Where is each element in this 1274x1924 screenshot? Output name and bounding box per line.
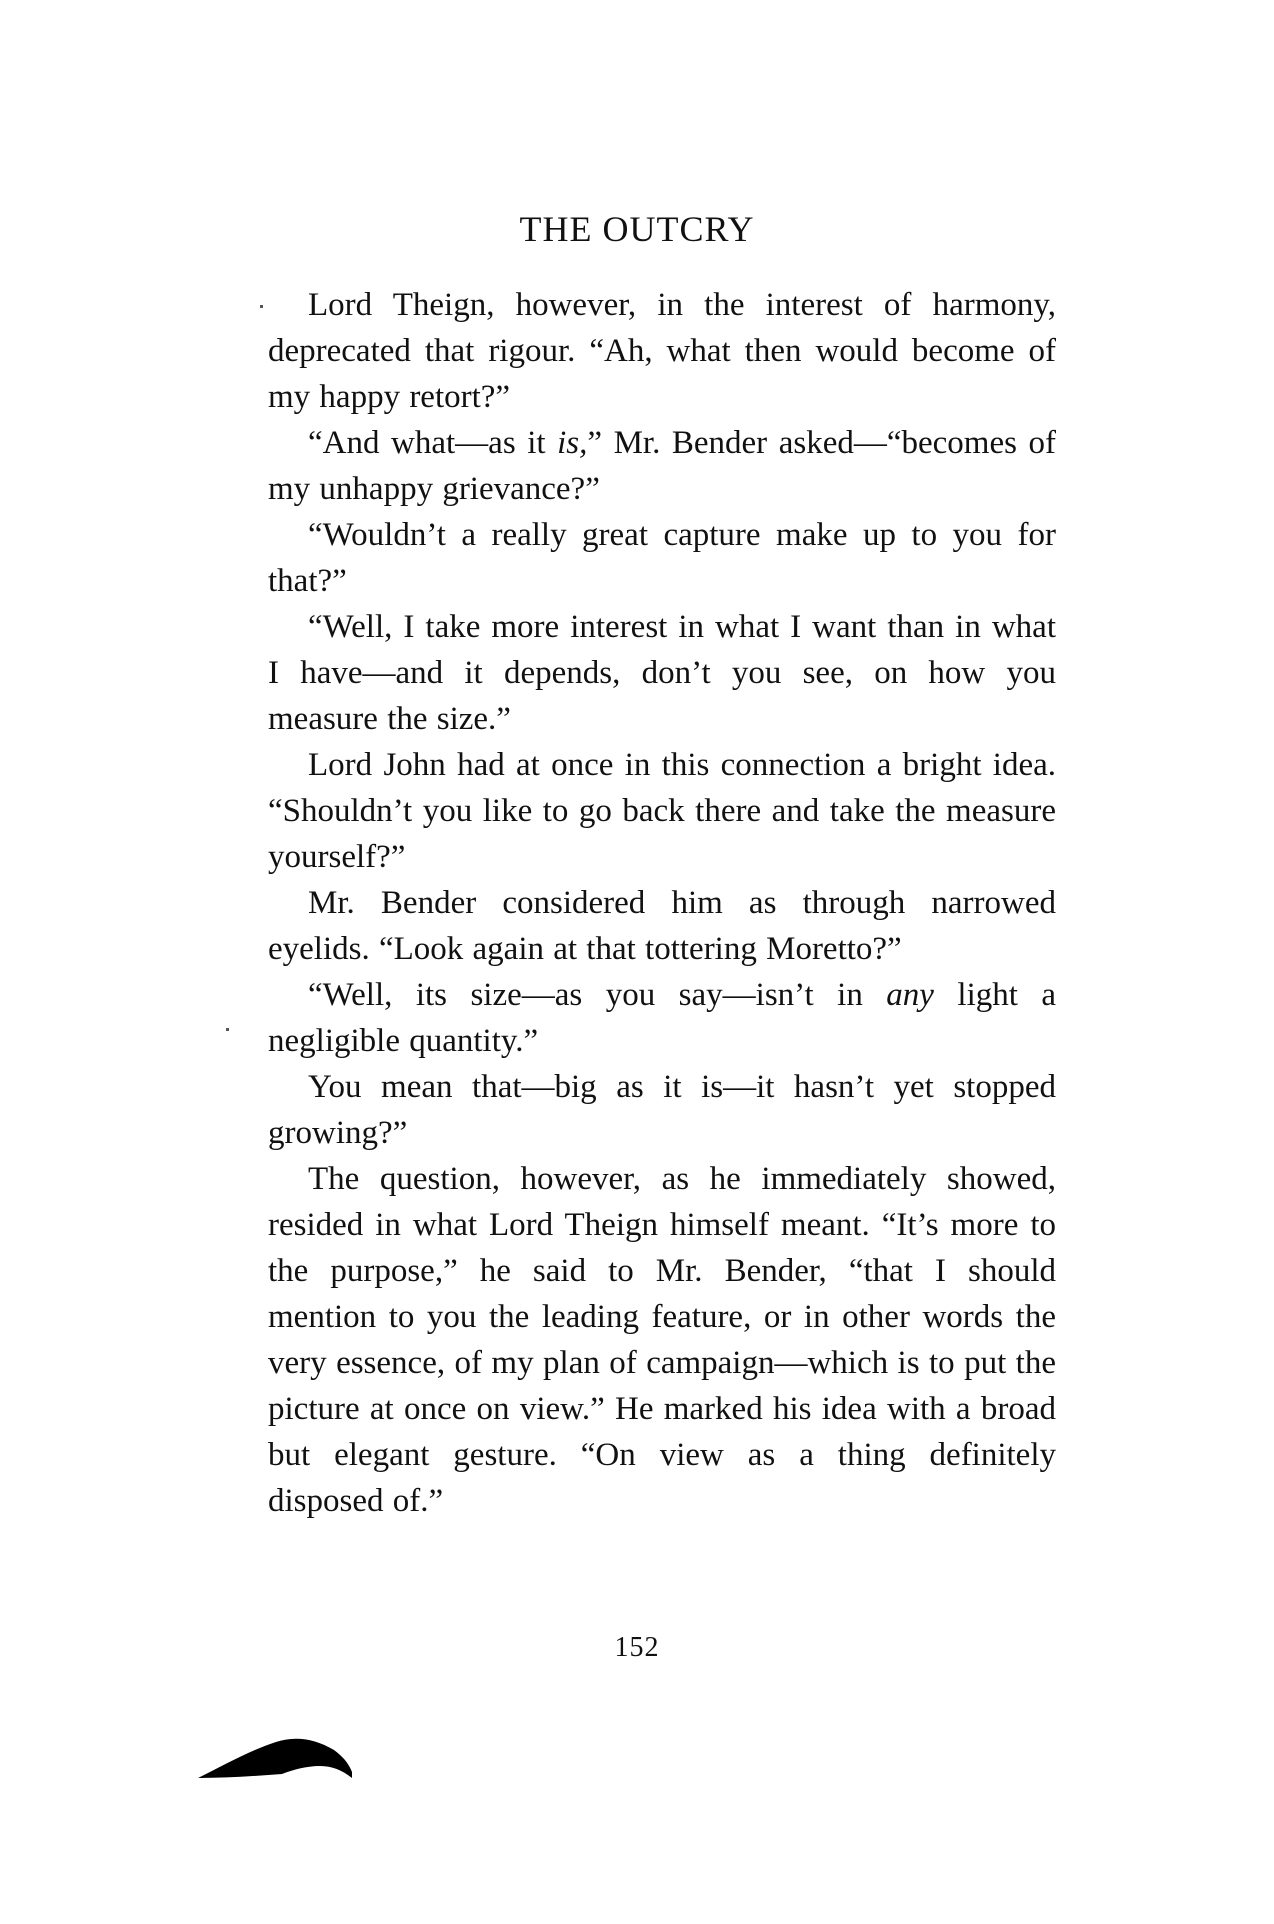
paragraph-2-italic: is, — [557, 425, 588, 461]
paragraph-2-part-a: “And what—as it — [308, 425, 558, 461]
paragraph-7-part-b: light a negligible quantity.” — [268, 977, 1057, 1059]
paragraph-2 — [268, 420, 1056, 512]
paragraph-7-part-a: “Well, its size—as you say—isn’t in — [308, 977, 887, 1013]
speck-mark — [226, 1028, 229, 1031]
paragraph-5: Lord John had at once in this connection a bright idea. “Shouldn’t you like to go back there and take the measure yourself?” — [268, 747, 1056, 875]
body-text — [268, 282, 1056, 1524]
paragraph-8: You mean that—big as it is—it hasn’t yet stopped growing?” — [268, 1069, 1056, 1151]
paragraph-2-part-b: ” Mr. Bender asked—“becomes of my unhappy grievance?” — [268, 425, 1056, 507]
paragraph-3: “Wouldn’t a really great capture make up to you for that?” — [268, 517, 1056, 599]
paragraph-1: Lord Theign, however, in the interest of harmony, deprecated that rigour. “Ah, what then would become of my happy retort?” — [268, 287, 1056, 415]
paragraph-9: The question, however, as he immediately showed, resided in what Lord Theign himself meant. “It’s more to the purpose,” he said to Mr. Bender, “that I should mention to you the leading feature, or in other words the very essence, of my plan of campaign—which is to put the picture at once on view.” He marked his idea with a broad but elegant gesture. “On view as a thing definitely disposed of.” — [268, 1161, 1056, 1519]
paragraph-7 — [268, 972, 1056, 1064]
page-number: 152 — [614, 1632, 660, 1663]
speck-mark — [260, 305, 263, 308]
paragraph-7-italic: any — [886, 977, 934, 1013]
ink-blot-mark — [196, 1712, 356, 1782]
running-head: THE OUTCRY — [519, 209, 755, 249]
paragraph-6: Mr. Bender considered him as through narrowed eyelids. “Look again at that tottering Moretto?” — [268, 885, 1056, 967]
paragraph-4: “Well, I take more interest in what I want than in what I have—and it depends, don’t you see, on how you measure the size.” — [268, 609, 1056, 737]
